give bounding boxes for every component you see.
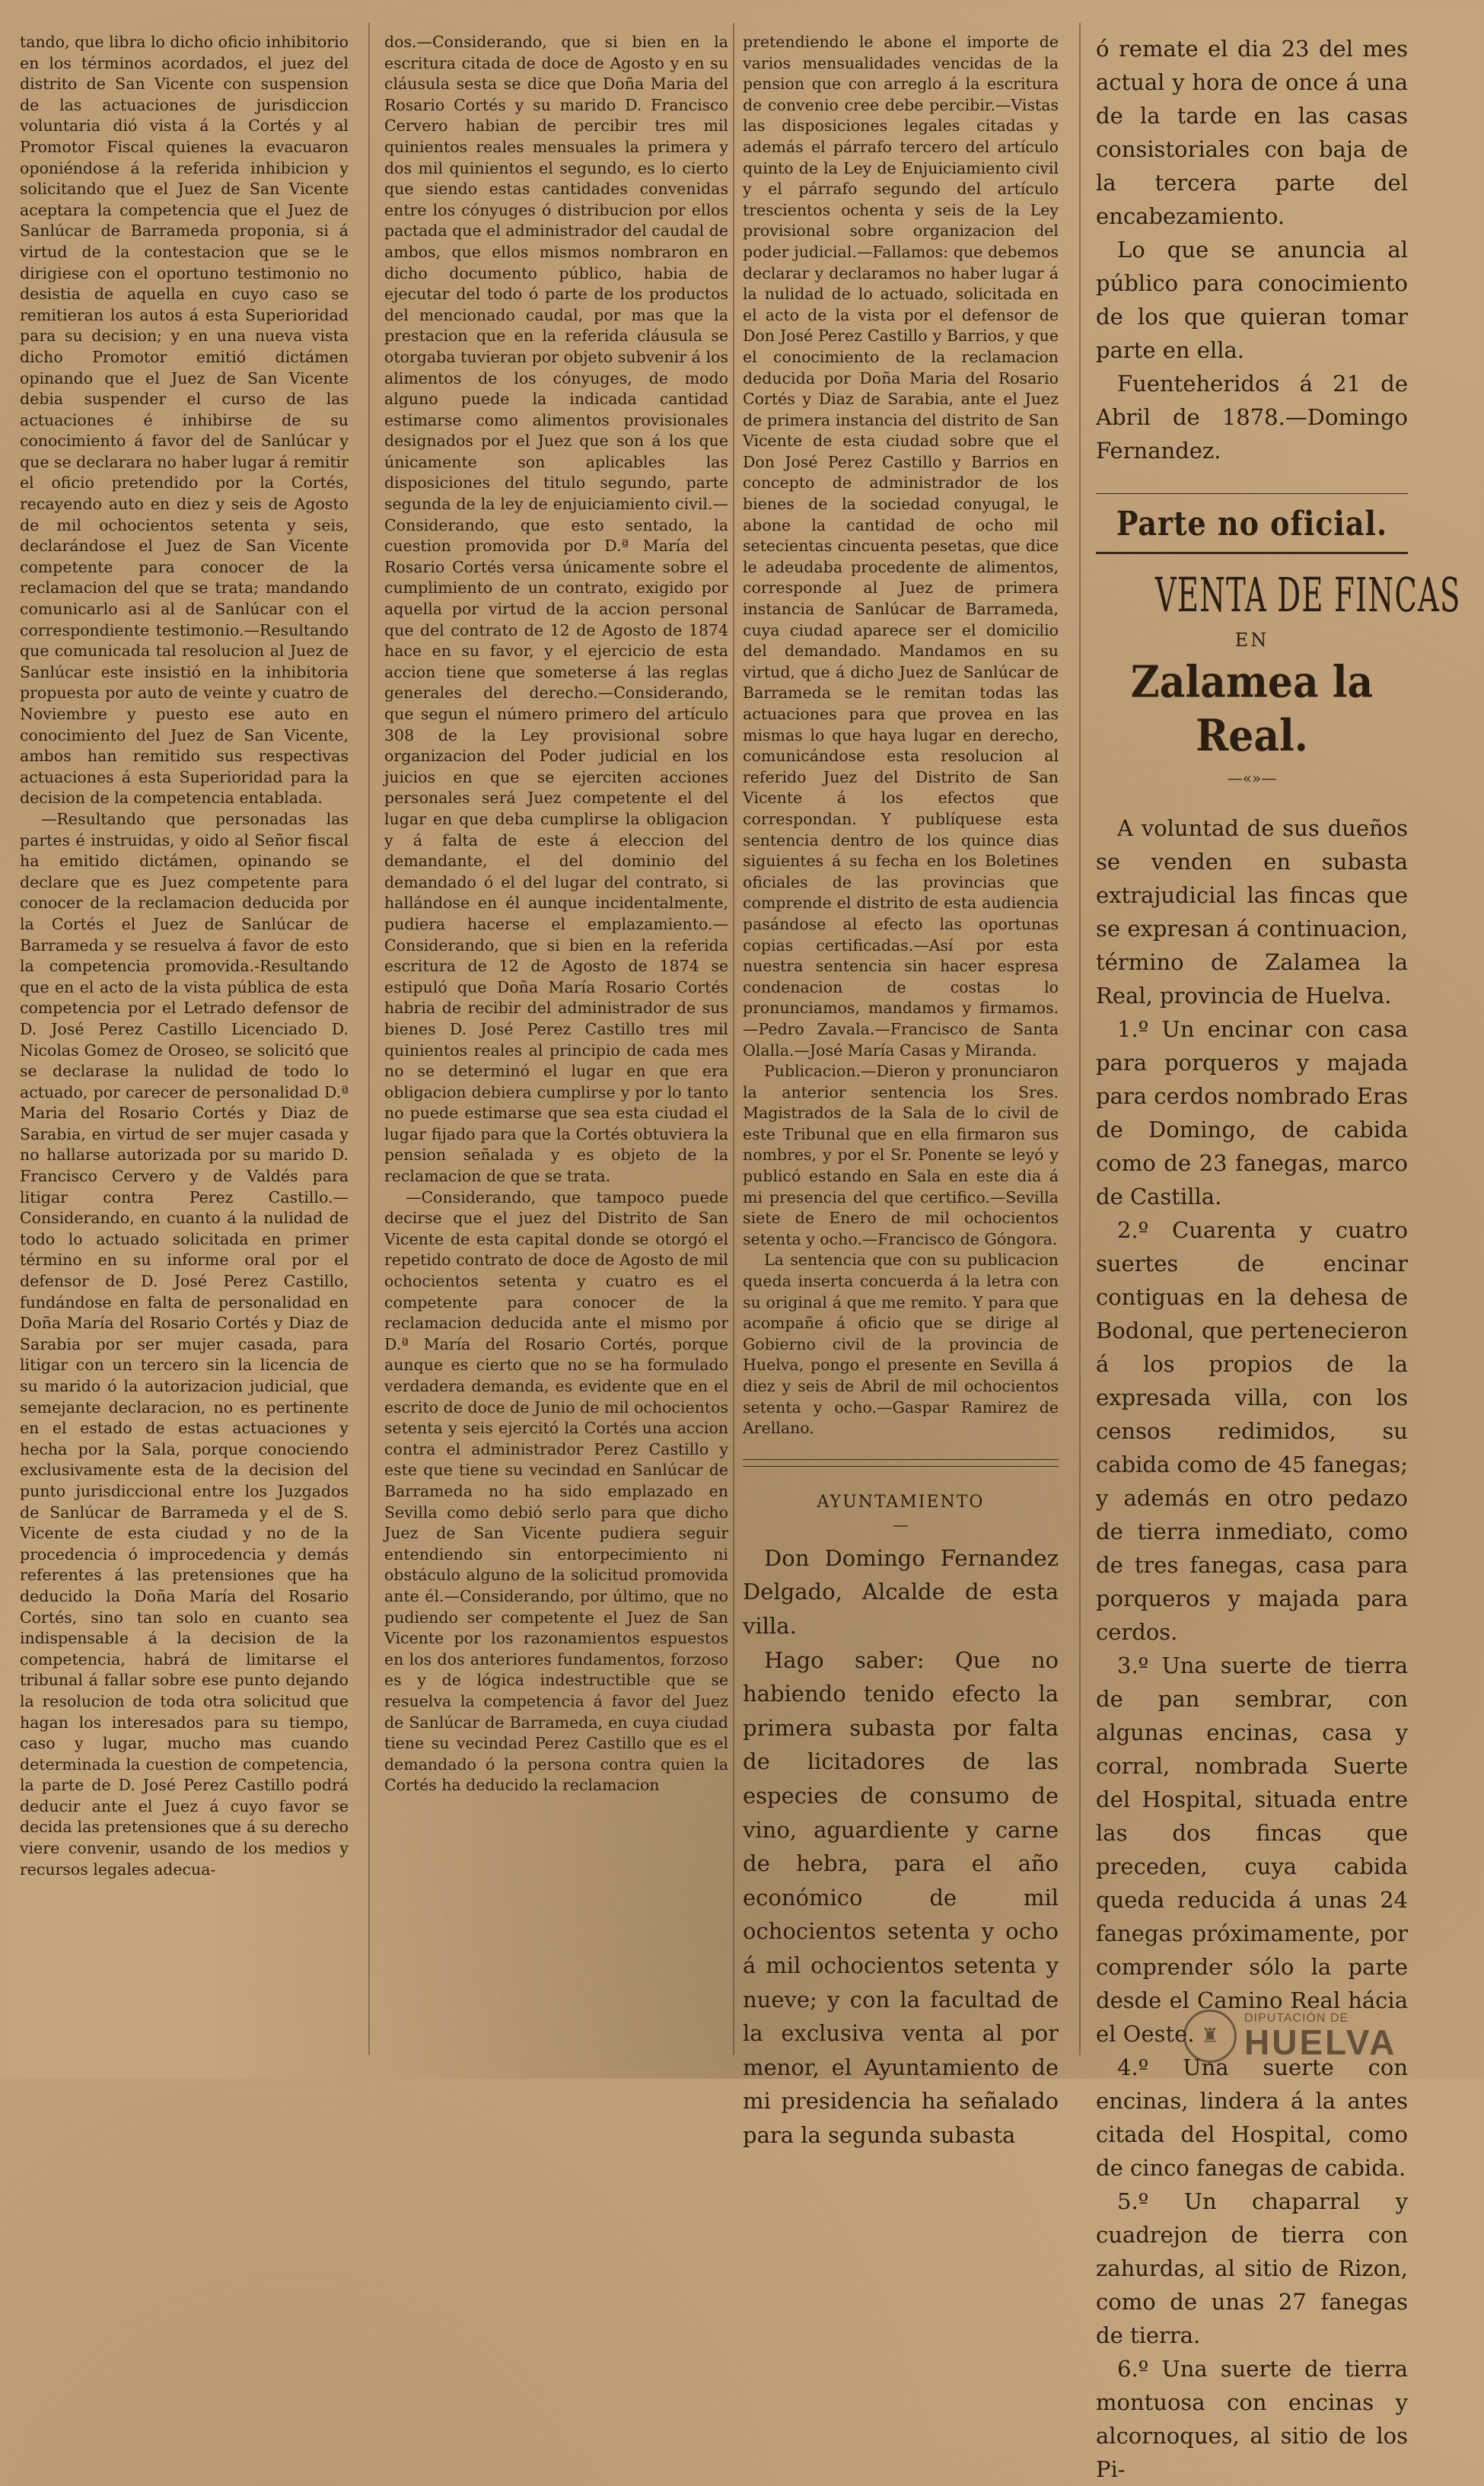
venta-paragraph: 3.º Una suerte de tierra de pan sembrar, con algunas encinas, casa y corral, nombrada Suerte del Hospital, situada entre las dos fincas que preceden, cuya cabida queda reducida á unas 24 fanegas próximamente, por comprender sólo la parte desde el Camino Real hácia el Oeste. <box>1096 1653 1408 2047</box>
anuncio-paragraph: ó remate el dia 23 del mes actual y hora de once á una de la tarde en las casas consistoriales con baja de la tercera parte del encabezamiento. <box>1096 36 1408 229</box>
section-divider <box>1096 552 1408 554</box>
heading-dash: — <box>893 1515 909 1534</box>
ayuntamiento-heading: AYUNTAMIENTO <box>817 1492 985 1512</box>
archive-watermark <box>1183 2002 1442 2070</box>
venta-paragraph: A voluntad de sus dueños se venden en subasta extrajudicial las fincas que se expresan á continuacion, término de Zalamea la Real, provincia de Huelva. <box>1096 815 1408 1009</box>
col2-paragraph: —Considerando, que tampoco puede decirse que el juez del Distrito de San Vicente de esta capital donde se otorgó el repetido contrato de doce de Agosto de mil ochocientos setenta y cuatro es el competente para conocer de la reclamacion deducida ante el mismo por D.ª María del Rosario Cortés, porque aunque es cierto que no se ha formulado verdadera demanda, es evidente que en el escrito de doce de Junio de mil ochocientos setenta y seis ejercitó la Cortés una accion contra el administrador Perez Castillo y este que tiene su vecindad en Sanlúcar de Barrameda no ha sido emplazado en Sevilla como debió serlo para que dicho Juez de San Vicente pudiera seguir entendiendo sin entorpecimiento ni obstáculo alguno de la solicitud promovida ante él.—Considerando, por último, que no pudiendo ser competente el Juez de San Vicente por los razonamientos espuestos en los dos anteriores fundamentos, forzoso es y de lógica indestructible que se resuelva la competencia á favor del Juez de Sanlúcar de Barrameda, en cuya ciudad tiene su vecindad Perez Castillo que es el demandado ó la persona contra quien la Cortés ha deducido la reclamacion <box>384 1187 728 1795</box>
watermark-top: DIPUTACIÓN DE <box>1244 2012 1349 2025</box>
venta-paragraph: 5.º Un chaparral y cuadrejon de tierra con zahurdas, al sitio de Rizon, como de unas 27 fanegas de tierra. <box>1096 2188 1408 2348</box>
anuncio-signature: Fuenteheridos á 21 de Abril de 1878.—Domingo Fernandez. <box>1096 371 1408 464</box>
col1-paragraph: tando, que libra lo dicho oficio inhibitorio en los términos acordados, el juez del distrito de San Vicente con suspension de las actuaciones de jurisdiccion voluntaria dió vista á la Cortés y al Promotor Fiscal quienes la evacuaron oponiéndose á la referida inhibicion y solicitando que el Juez de San Vicente aceptara la competencia que el Juez de Sanlúcar de Barrameda proponia, si á virtud de la contestacion que se le dirigiese con el oportuno testimonio no desistia de aquella en cuyo caso se remitieran los autos á esta Superioridad para su decision; y en una nueva vista dicho Promotor emitió dictámen opinando que el Juez de San Vicente debia suspender el curso de las actuaciones é inhibirse de su conocimiento á favor del de Sanlúcar y que se declarara no haber lugar á remitir el oficio pretendido por la Cortés, recayendo auto en diez y seis de Agosto de mil ochocientos setenta y seis, declarándose el Juez de San Vicente competente para conocer de la reclamacion del que se trata; mandando comunicarlo asi al de Sanlúcar con el correspondiente testimonio.—Resultando que comunicada tal resolucion al Juez de Sanlúcar este insistió en la inhibitoria propuesta por auto de veinte y cuatro de Noviembre y puesto ese auto en conocimiento del Juez de San Vicente, ambos han remitido sus respectivas actuaciones á esta Superioridad para la decision de la competencia entablada. <box>20 33 349 808</box>
section-divider <box>1096 493 1408 494</box>
certificacion-paragraph: La sentencia que con su publicacion queda inserta concuerda á la letra con su original á que me remito. Y para que acompañe á oficio que se dirige al Gobierno civil de la provincia de Huelva, pongo el presente en Sevilla á diez y seis de Abril de mil ochocientos setenta y ocho.—Gaspar Ramirez de Arellano. <box>743 1251 1059 1438</box>
venta-paragraph: 4.º Una suerte con encinas, lindera á la antes citada del Hospital, como de cinco fanegas de cabida. <box>1096 2054 1408 2181</box>
venta-paragraph: 6.º Una suerte de tierra montuosa con encinas y alcornoques, al sitio de los Pi- <box>1096 2356 1408 2482</box>
venta-paragraph: 1.º Un encinar con casa para porqueros y majada para cerdos nombrado Eras de Domingo, de cabida como de 23 fanegas, marco de Castilla. <box>1096 1016 1408 1210</box>
watermark-text <box>1244 2013 1396 2060</box>
col1-paragraph: —Resultando que personadas las partes é instruidas, y oido al Señor fiscal ha emitido dictámen, opinando se declare que es Juez competente para conocer de la reclamacion deducida por la Cortés el Juez de Sanlúcar de Barrameda y se resuelva á favor de esto la competencia promovida.-Resultando que en el acto de la vista pública de esta competencia por el Letrado defensor de D. José Perez Castillo Licenciado D. Nicolas Gomez de Oroseo, se solicitó que se declarase la nulidad de todo lo actuado, por carecer de personalidad D.ª Maria del Rosario Cortés y Diaz de Sarabia, en virtud de ser mujer casada y no hallarse autorizada por su marido D. Francisco Cervero y de Valdés para litigar contra Perez Castillo.—Considerando, en cuanto á la nulidad de todo lo actuado solicitada en primer término en su informe oral por el defensor de D. José Perez Castillo, fundándose en falta de personalidad en Doña María del Rosario Cortés y Diaz de Sarabia por ser mujer casada, para litigar con un tercero sin la licencia de su marido ó la autorizacion judicial, que semejante declaracion, no es pertinente en el estado de estas actuaciones y hecha por la Sala, porque conociendo exclusivamente esta de la decision del punto jurisdiccional entre los Juzgados de Sanlúcar de Barrameda y el de S. Vicente de esta ciudad y no de la procedencia ó improcedencia y demás referentes á las pretensiones que ha deducido la Doña María del Rosario Cortés, sino tan solo en cuanto sea indispensable á la decision de la competencia, habrá de limitarse el tribunal á fallar sobre ese punto dejando la resolucion de toda otra solicitud que hagan los interesados para su tiempo, caso y lugar, mucho mas cuando determinada la cuestion de competencia, la parte de D. José Perez Castillo podrá deducir ante el Juez á cuyo favor se decida las pretensiones que á su derecho viere convenir, usando de los medios y recursos legales adecua- <box>20 809 349 1879</box>
section-divider <box>743 1466 1059 1467</box>
sentencia-fallo: pretendiendo le abone el importe de varios mensualidades vencidas de la pension que con arreglo á la escritura de convenio cree debe percibir.—Vistas las disposiciones legales citadas y además el párrafo tercero del artículo quinto de la Ley de Enjuiciamiento civil y el párrafo segundo del artículo trescientos ochenta y seis de la Ley provisional sobre organizacion del poder judicial.—Fallamos: que debemos declarar y declaramos no haber lugar á la nulidad de lo actuado, solicitada en el acto de la vista por el defensor de Don José Perez Castillo y Barrios, y que el conocimiento de la reclamacion deducida por Doña Maria del Rosario Cortés y Diaz de Sarabia, ante el Juez de primera instancia del distrito de San Vicente de esta ciudad sobre que el Don José Perez Castillo y Barrios en concepto de administrador de los bienes de la sociedad conyugal, le abone la cantidad de ocho mil setecientas cincuenta pesetas, que dice le adeudaba procedente de alimentos, corresponde al Juez de primera instancia de Sanlúcar de Barrameda, cuya ciudad aparece ser el domicilio del demandado. Mandamos en su virtud, que á dicho Juez de Sanlúcar de Barrameda se le remitan todas las actuaciones para que provea en las mismas lo que haya lugar en derecho, comunicándose esta resolucion al referido Juez del Distrito de San Vicente á los efectos que correspondan. Y publíquese esta sentencia dentro de los quince dias siguientes á su fecha en los Boletines oficiales de las provincias que comprende el distrito de esta audiencia pasándose al efecto las oportunas copias certificadas.—Así por esta nuestra sentencia sin hacer espresa condenacion de costas lo pronunciamos, mandamos y firmamos.—Pedro Zavala.—Francisco de Santa Olalla.—José María Casas y Miranda. <box>743 33 1059 1060</box>
venta-place: Zalamea la Real. <box>1130 656 1374 762</box>
ayuntamiento-body <box>743 1541 1059 2153</box>
venta-en: EN <box>1234 629 1269 651</box>
venta-title: VENTA DE FINCAS <box>1154 567 1461 623</box>
ornament: —«»— <box>1227 769 1277 787</box>
ayuntamiento-paragraph: Hago saber: Que no habiendo tenido efecto la primera subasta por falta de licitadores de las especies de consumo de vino, aguardiente y carne de hebra, para el año económico de mil ochocientos setenta y ocho á mil ochocientos setenta y nueve; y con la facultad de la exclusiva venta al por menor, el Ayuntamiento de mi presidencia ha señalado para la segunda subasta <box>743 1646 1059 2148</box>
section-divider <box>743 1459 1059 1460</box>
column-2 <box>384 32 728 2049</box>
venta-paragraph: 2.º Cuarenta y cuatro suertes de encinar contiguas en la dehesa de Bodonal, que pertenecieron á los propios de la expresada villa, con los censos redimidos, su cabida como de 45 fanegas; y además en otro pedazo de tierra inmediato, como de tres fanegas, casa para porqueros y majada para cerdos. <box>1096 1217 1408 1645</box>
crest-icon: ♜ <box>1183 2010 1237 2063</box>
column-3 <box>743 32 1059 2148</box>
watermark-main: HUELVA <box>1244 2022 1397 2062</box>
anuncio-paragraph: Lo que se anuncia al público para conocimiento de los que quieran tomar parte en ella. <box>1096 237 1408 363</box>
parte-no-oficial-heading: Parte no oficial. <box>1116 503 1388 543</box>
ayuntamiento-paragraph: Don Domingo Fernandez Delgado, Alcalde de esta villa. <box>743 1544 1059 1639</box>
col2-paragraph: dos.—Considerando, que si bien en la escritura citada de doce de Agosto y en su cláusula sesta se dice que Doña Maria del Rosario Cortés y su marido D. Francisco Cervero habian de percibir tres mil quinientos reales mensuales la primera y dos mil quinientos el segundo, es lo cierto que siendo estas cantidades convenidas entre los cónyuges ó distribucion por ellos pactada que el administrador del caudal de ambos, que ellos mismos nombraron en dicho documento público, habia de ejecutar del todo ó parte de los productos del mencionado caudal, por mas que la prestacion que en la referida cláusula se otorgaba tuvieran por objeto subvenir á los alimentos de los cónyuges, de modo alguno puede la indicada cantidad estimarse como alimentos provisionales designados por el Juez que son á los que únicamente son aplicables las disposiciones del titulo segundo, parte segunda de la ley de enjuiciamiento civil.—Considerando, que esto sentado, la cuestion promovida por D.ª María del Rosario Cortés versa únicamente sobre el cumplimiento de un contrato, exigido por aquella por virtud de la accion personal que del contrato de 12 de Agosto de 1874 hace en su favor, y el ejercicio de esta accion tiene que someterse á las reglas generales del derecho.—Considerando, que segun el número primero del artículo 308 de la Ley provisional sobre organizacion del Poder judicial en los juicios en que se ejerciten acciones personales será Juez competente el del lugar en que deba cumplirse la obligacion y á falta de este á eleccion del demandante, el del dominio del demandado ó el del lugar del contrato, si hallándose en él aunque incidentalmente, pudiera hacerse el emplazamiento.—Considerando, que si bien en la referida escritura de 12 de Agosto de 1874 se estipuló que Doña María Rosario Cortés habria de recibir del administrador de sus bienes D. José Perez Castillo tres mil quinientos reales al principio de cada mes no se determinó el lugar en que era obligacion debiera cumplirse y por lo tanto no puede estimarse que sea esta ciudad el lugar fijado para que la Cortés obtuviera la pension señalada y es objeto de la reclamacion de que se trata. <box>384 33 728 1186</box>
column-4 <box>1096 32 1461 2482</box>
column-rule-2 <box>733 23 734 2055</box>
column-1 <box>20 32 349 2049</box>
column-rule-3 <box>1079 23 1081 2055</box>
column-rule-1 <box>368 23 370 2055</box>
publicacion-paragraph: Publicacion.—Dieron y pronunciaron la anterior sentencia los Sres. Magistrados de la Sala de lo civil de este Tribunal que en ella firmaron sus nombres, y por el Sr. Ponente se leyó y publicó estando en Sala en este dia á mi presencia del que certifico.—Sevilla siete de Enero de mil ochocientos setenta y ocho.—Francisco de Góngora. <box>743 1062 1059 1248</box>
